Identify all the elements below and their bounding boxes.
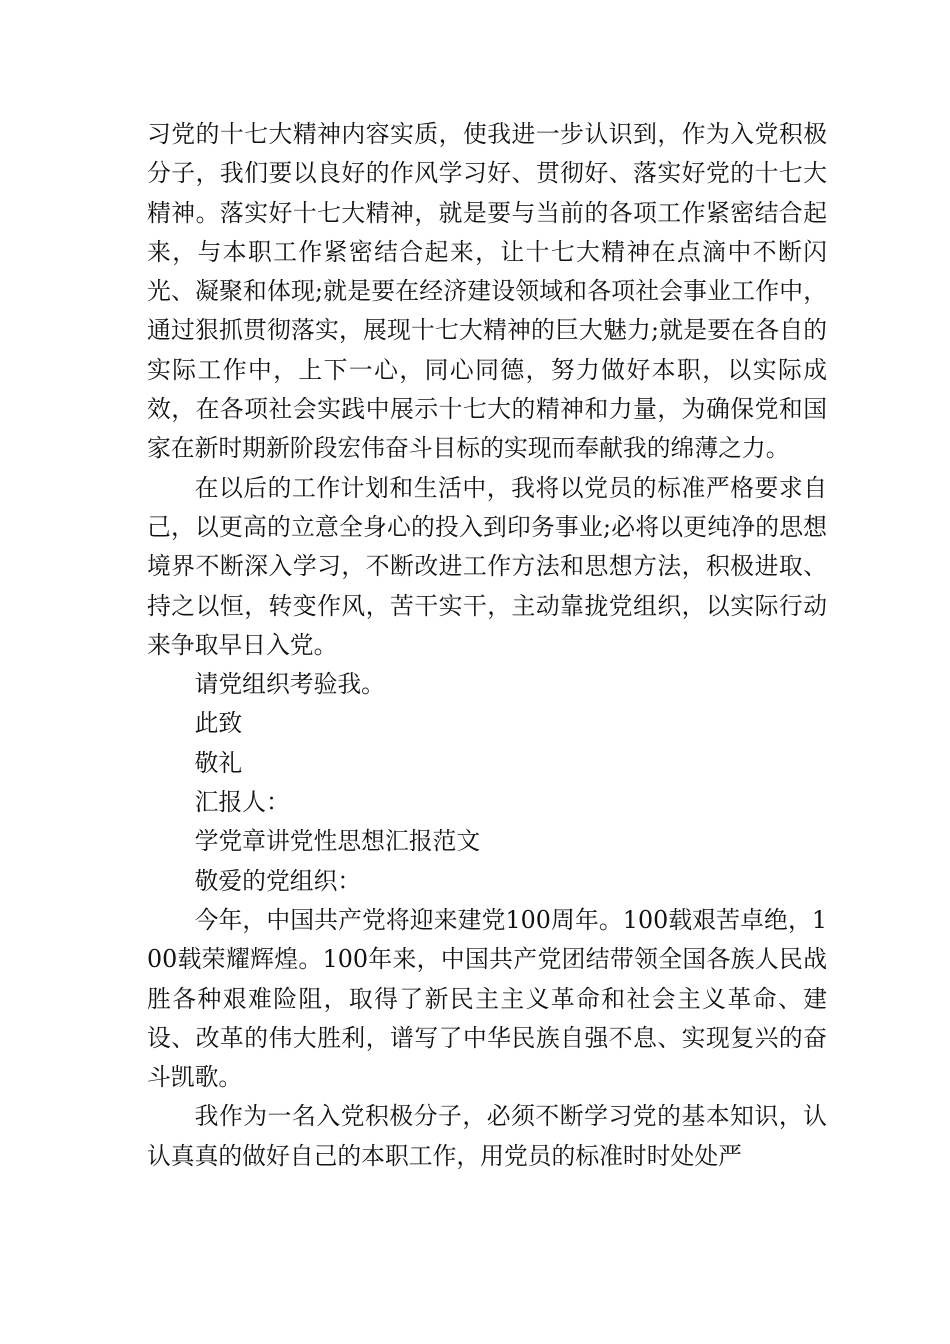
document-body bbox=[147, 115, 827, 1176]
greeting: 敬爱的党组织： bbox=[194, 866, 362, 895]
section-title: 学党章讲党性思想汇报范文 bbox=[194, 827, 481, 856]
paragraph-request: 请党组织考验我。 bbox=[194, 670, 385, 699]
paragraph-centenary: 今年，中国共产党将迎来建党100周年。100载艰苦卓绝，100载荣耀辉煌。100年来，中国共产党团结带领全国各族人民战胜各种艰难险阻，取得了新民主主义革命和社会主义革命、建设、改革的伟大胜利，谱写了中华民族自强不息、实现复兴的奋斗凯歌。 bbox=[147, 905, 827, 1092]
paragraph-activist: 我作为一名入党积极分子，必须不断学习党的基本知识，认认真真的做好自己的本职工作，用党员的标准时时处处严 bbox=[147, 1102, 827, 1170]
salutation-jingli: 敬礼 bbox=[194, 748, 243, 777]
salutation-cizhi: 此致 bbox=[194, 709, 243, 738]
reporter-label: 汇报人： bbox=[194, 788, 290, 817]
paragraph-future-plan: 在以后的工作计划和生活中，我将以党员的标准严格要求自己，以更高的立意全身心的投入到印务事业;必将以更纯净的思想境界不断深入学习，不断改进工作方法和思想方法，积极进取、持之以恒，转变作风，苦干实干，主动靠拢党组织，以实际行动来争取早日入党。 bbox=[147, 473, 827, 659]
paragraph-continuation: 习党的十七大精神内容实质，使我进一步认识到，作为入党积极分子，我们要以良好的作风学习好、贯彻好、落实好党的十七大精神。落实好十七大精神，就是要与当前的各项工作紧密结合起来，与本职工作紧密结合起来，让十七大精神在点滴中不断闪光、凝聚和体现;就是要在经济建设领域和各项社会事业工作中，通过狠抓贯彻落实，展现十七大精神的巨大魅力;就是要在各自的实际工作中，上下一心，同心同德，努力做好本职，以实际成效，在各项社会实践中展示十七大的精神和力量，为确保党和国家在新时期新阶段宏伟奋斗目标的实现而奉献我的绵薄之力。 bbox=[147, 120, 827, 463]
